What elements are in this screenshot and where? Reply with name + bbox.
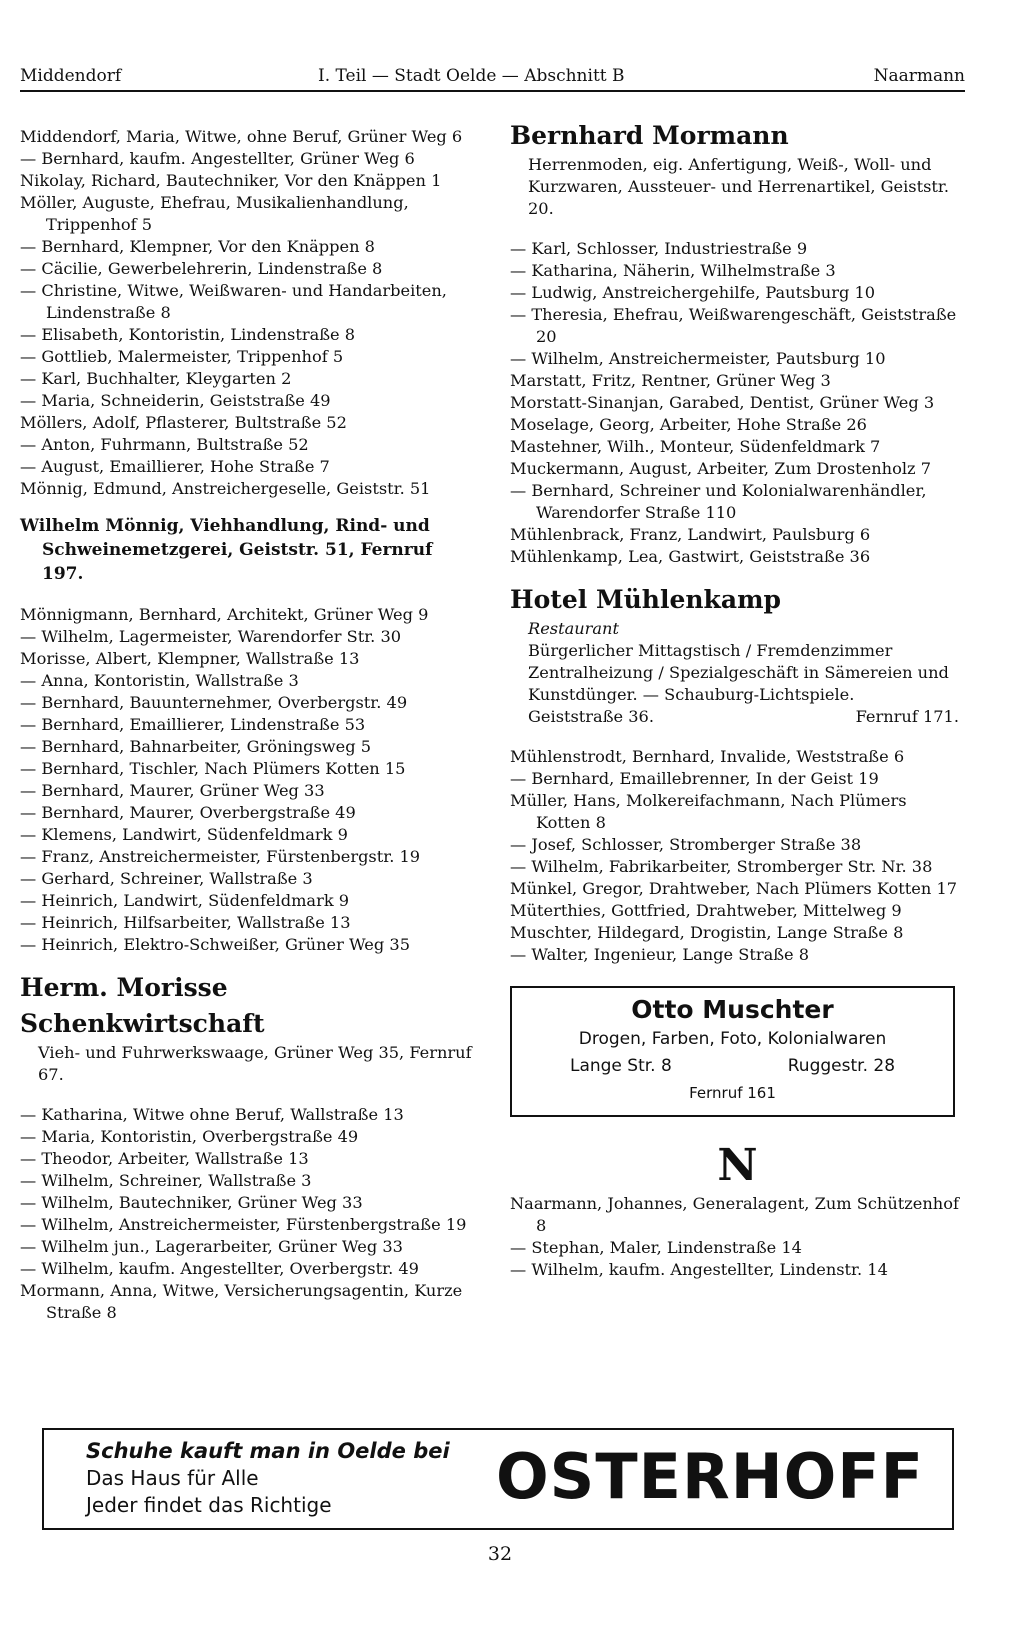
header-center: I. Teil — Stadt Oelde — Abschnitt B (318, 66, 625, 86)
page-header (20, 62, 965, 92)
directory-entry: — Bernhard, Emaillebrenner, In der Geist 19 (510, 769, 879, 788)
entry-list (20, 126, 478, 500)
directory-entry: — Christine, Witwe, Weißwaren- und Handarbeiten, Lindenstraße 8 (20, 281, 447, 322)
directory-entry: — Wilhelm, Bautechniker, Grüner Weg 33 (20, 1193, 363, 1212)
directory-entry: — Bernhard, Emaillierer, Lindenstraße 53 (20, 715, 366, 734)
ad-line-1: Schuhe kauft man in Oelde bei (86, 1439, 450, 1463)
directory-entry: — Josef, Schlosser, Stromberger Straße 38 (510, 835, 862, 854)
directory-entry: Müller, Hans, Molkereifachmann, Nach Plümers Kotten 8 (510, 791, 907, 832)
directory-entry: — Wilhelm, Lagermeister, Warendorfer Str. 30 (20, 627, 402, 646)
ad-address: Geiststraße 36. (528, 707, 654, 726)
directory-entry: — Karl, Schlosser, Industriestraße 9 (510, 239, 808, 258)
directory-entry: Middendorf, Maria, Witwe, ohne Beruf, Grüner Weg 6 (20, 127, 463, 146)
directory-entry: Moselage, Georg, Arbeiter, Hohe Straße 26 (510, 415, 867, 434)
ad-otto-muschter (510, 986, 955, 1117)
ad-mormann (510, 118, 965, 220)
ad-moennig (20, 514, 478, 586)
directory-entry: — Theresia, Ehefrau, Weißwarengeschäft, Geiststraße 20 (510, 305, 957, 346)
directory-entry: — Katharina, Näherin, Wilhelmstraße 3 (510, 261, 836, 280)
entry-list (510, 746, 965, 966)
directory-entry: — Bernhard, Maurer, Grüner Weg 33 (20, 781, 325, 800)
ad-osterhoff (42, 1428, 954, 1530)
directory-entry: — Franz, Anstreichermeister, Fürstenbergstr. 19 (20, 847, 421, 866)
ad-title: Hotel Mühlenkamp (510, 585, 782, 614)
directory-entry: Mönnig, Edmund, Anstreichergeselle, Geiststr. 51 (20, 479, 431, 498)
directory-entry: — Maria, Schneiderin, Geiststraße 49 (20, 391, 331, 410)
directory-entry: — Maria, Kontoristin, Overbergstraße 49 (20, 1127, 359, 1146)
ad-body: Bürgerlicher Mittagstisch / Fremdenzimmer Zentralheizung / Spezialgeschäft in Sämereien und Kunstdünger. — Schauburg-Lichtspiele. (528, 641, 949, 704)
directory-entry: Müterthies, Gottfried, Drahtweber, Mittelweg 9 (510, 901, 902, 920)
entry-list (20, 1104, 478, 1324)
page-number: 32 (487, 1543, 513, 1565)
directory-entry: — Theodor, Arbeiter, Wallstraße 13 (20, 1149, 309, 1168)
directory-entry: — Wilhelm, Fabrikarbeiter, Stromberger Str. Nr. 38 (510, 857, 933, 876)
entry-list (510, 238, 965, 568)
directory-entry: — Wilhelm, Schreiner, Wallstraße 3 (20, 1171, 312, 1190)
ad-phone: Fernruf 161 (689, 1084, 776, 1102)
directory-entry: — Gottlieb, Malermeister, Trippenhof 5 (20, 347, 344, 366)
directory-entry: Mühlenkamp, Lea, Gastwirt, Geiststraße 36 (510, 547, 871, 566)
directory-entry: Mühlenbrack, Franz, Landwirt, Paulsburg 6 (510, 525, 871, 544)
directory-entry: — Katharina, Witwe ohne Beruf, Wallstraße 13 (20, 1105, 404, 1124)
directory-entry: — Bernhard, Bahnarbeiter, Gröningsweg 5 (20, 737, 372, 756)
entry-list (20, 604, 478, 956)
directory-entry: — Wilhelm, kaufm. Angestellter, Overbergstr. 49 (20, 1259, 419, 1278)
ad-title: Bernhard Mormann (510, 121, 789, 150)
directory-entry: — Heinrich, Landwirt, Südenfeldmark 9 (20, 891, 350, 910)
directory-entry: — Wilhelm, Anstreichermeister, Pautsburg 10 (510, 349, 886, 368)
directory-entry: — Heinrich, Hilfsarbeiter, Wallstraße 13 (20, 913, 351, 932)
directory-entry: Marstatt, Fritz, Rentner, Grüner Weg 3 (510, 371, 831, 390)
entry-list (510, 1193, 965, 1281)
directory-entry: — Walter, Ingenieur, Lange Straße 8 (510, 945, 810, 964)
directory-entry: Münkel, Gregor, Drahtweber, Nach Plümers Kotten 17 (510, 879, 958, 898)
directory-entry: — Elisabeth, Kontoristin, Lindenstraße 8 (20, 325, 356, 344)
ad-phone: Fernruf 171. (855, 707, 959, 726)
directory-entry: — Bernhard, Bauunternehmer, Overbergstr. 49 (20, 693, 408, 712)
directory-entry: — Bernhard, Schreiner und Kolonialwarenhändler, Warendorfer Straße 110 (510, 481, 927, 522)
ad-line: Drogen, Farben, Foto, Kolonialwaren (578, 1029, 887, 1049)
header-left: Middendorf (20, 66, 122, 86)
directory-entry: — Wilhelm jun., Lagerarbeiter, Grüner Weg 33 (20, 1237, 403, 1256)
directory-entry: Morisse, Albert, Klempner, Wallstraße 13 (20, 649, 360, 668)
ad-contact (510, 706, 965, 728)
directory-entry: Mastehner, Wilh., Monteur, Südenfeldmark 7 (510, 437, 881, 456)
ad-title: Herm. Morisse Schenkwirtschaft (20, 973, 265, 1038)
directory-entry: — Stephan, Maler, Lindenstraße 14 (510, 1238, 802, 1257)
directory-entry: — Klemens, Landwirt, Südenfeldmark 9 (20, 825, 348, 844)
directory-entry: Muckermann, August, Arbeiter, Zum Drostenholz 7 (510, 459, 931, 478)
right-column (510, 118, 965, 1295)
ad-line-3: Jeder findet das Richtige (86, 1493, 332, 1517)
directory-entry: Möllers, Adolf, Pflasterer, Bultstraße 52 (20, 413, 347, 432)
directory-entry: — Bernhard, Klempner, Vor den Knäppen 8 (20, 237, 375, 256)
directory-entry: Muschter, Hildegard, Drogistin, Lange Straße 8 (510, 923, 904, 942)
directory-entry: Naarmann, Johannes, Generalagent, Zum Schützenhof 8 (510, 1194, 959, 1235)
ad-brand: OSTERHOFF (495, 1440, 924, 1513)
directory-entry: — Gerhard, Schreiner, Wallstraße 3 (20, 869, 313, 888)
directory-entry: — Bernhard, Maurer, Overbergstraße 49 (20, 803, 356, 822)
ad-address-1: Lange Str. 8 (569, 1056, 672, 1076)
directory-entry: — Karl, Buchhalter, Kleygarten 2 (20, 369, 292, 388)
directory-entry: — Wilhelm, Anstreichermeister, Fürstenbergstraße 19 (20, 1215, 467, 1234)
ad-text (86, 1438, 450, 1519)
ad-address-2: Ruggestr. 28 (787, 1056, 896, 1076)
directory-entry: — Bernhard, Tischler, Nach Plümers Kotten 15 (20, 759, 406, 778)
directory-entry: — Cäcilie, Gewerbelehrerin, Lindenstraße 8 (20, 259, 383, 278)
header-right: Naarmann (873, 66, 965, 86)
directory-entry: — August, Emaillierer, Hohe Straße 7 (20, 457, 330, 476)
ad-subtitle: Restaurant (528, 619, 619, 638)
directory-entry: — Anna, Kontoristin, Wallstraße 3 (20, 671, 299, 690)
directory-entry: Mönnigmann, Bernhard, Architekt, Grüner Weg 9 (20, 605, 429, 624)
directory-entry: — Heinrich, Elektro-Schweißer, Grüner Weg 35 (20, 935, 410, 954)
directory-entry: Mormann, Anna, Witwe, Versicherungsagentin, Kurze Straße 8 (20, 1281, 463, 1322)
left-column (20, 126, 478, 1338)
ad-body: Vieh- und Fuhrwerkswaage, Grüner Weg 35, Fernruf 67. (38, 1043, 472, 1084)
ad-title: Otto Muschter (631, 995, 834, 1024)
directory-entry: Morstatt-Sinanjan, Garabed, Dentist, Grüner Weg 3 (510, 393, 935, 412)
ad-hotel-muehlenkamp (510, 582, 965, 728)
directory-entry: — Bernhard, kaufm. Angestellter, Grüner Weg 6 (20, 149, 415, 168)
ad-addresses (512, 1053, 953, 1080)
ad-text: Wilhelm Mönnig, Viehhandlung, Rind- und Schweinemetzgerei, Geiststr. 51, Fernruf 197. (20, 516, 433, 584)
directory-entry: — Anton, Fuhrmann, Bultstraße 52 (20, 435, 309, 454)
directory-entry: — Wilhelm, kaufm. Angestellter, Lindenstr. 14 (510, 1260, 888, 1279)
directory-entry: Nikolay, Richard, Bautechniker, Vor den Knäppen 1 (20, 171, 442, 190)
ad-body: Herrenmoden, eig. Anfertigung, Weiß-, Woll- und Kurzwaren, Aussteuer- und Herrenartikel, Geiststr. 20. (528, 155, 950, 218)
ad-line-2: Das Haus für Alle (86, 1466, 259, 1490)
ad-morisse (20, 970, 478, 1086)
directory-entry: Möller, Auguste, Ehefrau, Musikalienhandlung, Trippenhof 5 (20, 193, 409, 234)
section-letter: N (717, 1140, 758, 1191)
directory-entry: — Ludwig, Anstreichergehilfe, Pautsburg 10 (510, 283, 876, 302)
directory-entry: Mühlenstrodt, Bernhard, Invalide, Weststraße 6 (510, 747, 905, 766)
